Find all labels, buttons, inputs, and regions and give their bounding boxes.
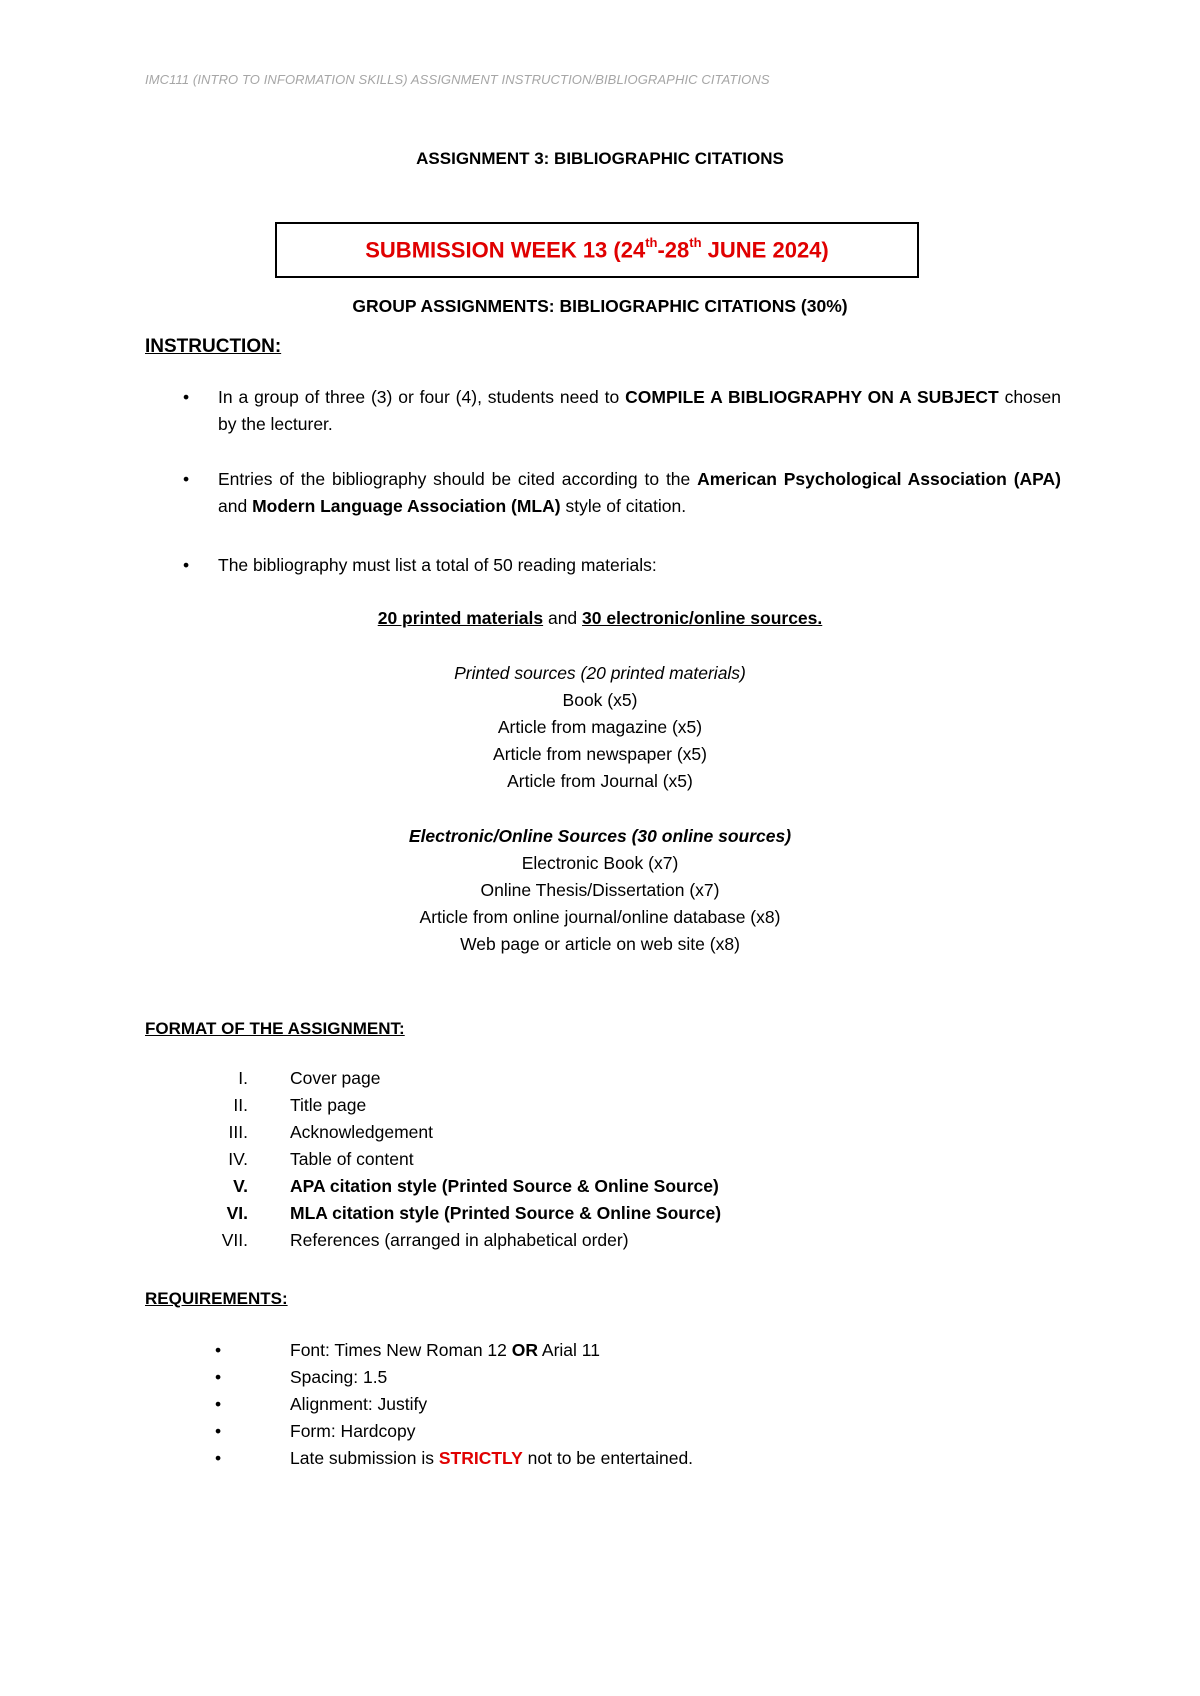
bullet-icon: •	[215, 1367, 222, 1387]
online-source-item: Online Thesis/Dissertation (x7)	[480, 880, 720, 900]
printed-sources-heading: Printed sources (20 printed materials)	[454, 663, 746, 683]
format-item: V. APA citation style (Printed Source & Online Source)	[233, 1176, 719, 1196]
submission-box	[275, 222, 919, 278]
bullet-icon: •	[215, 1394, 222, 1414]
online-source-item: Web page or article on web site (x8)	[460, 934, 740, 954]
printed-source-item: Book (x5)	[562, 690, 638, 710]
format-item: III. Acknowledgement	[228, 1122, 433, 1142]
bullet-text: Entries of the bibliography should be cited according to the American Psychological Association (APA) and Modern Language Association (MLA) style of citation.	[218, 469, 1061, 516]
printed-source-item: Article from newspaper (x5)	[493, 744, 707, 764]
online-source-item: Electronic Book (x7)	[521, 853, 679, 873]
printed-source-item: Article from magazine (x5)	[497, 717, 703, 737]
instruction-heading: INSTRUCTION:	[145, 336, 282, 357]
online-sources-heading: Electronic/Online Sources (30 online sources)	[408, 826, 792, 846]
format-item: IV. Table of content	[228, 1149, 414, 1169]
document-page: IMC111 (INTRO TO INFORMATION SKILLS) ASSIGNMENT INSTRUCTION/BIBLIOGRAPHIC CITATIONS ASSIGNMENT 3: BIBLIOGRAPHIC CITATIONS SUBMISSION WEEK 13 (24th-28th JUNE 2024) GROUP ASSIGNMENTS: BIBLIOGRAPHIC CITATIONS (30%) INSTRUCTION: • In a group of three (3) or four (4), students need to COMPILE A BIBLIOGRAPHY ON A SUBJECT chosen by the lecturer. • Entries of the bibliography should be cited according to the American Psychological Association (APA) and Modern Language Association (MLA) style of citation. • The bibliography must list a total of 50 reading materials: 20 printed materials and 30 electronic/online sources. Printed sources (20 printed materials) Book (x5) Article from magazine (x5) Article from newspaper (x5) Article from Journal (x5) Electronic/Online Sources (30 online sources) Electronic Book (x7) Online Thesis/Dissertation (x7) Article from online journal/online database (x8) Web page or article on web site (x8) FORMAT OF THE ASSIGNMENT: I. Cover page II. Title page III. Acknowledgement IV. Table of content V. APA citation style (Printed Source & Online Source) VI. MLA citation style (Printed Source & Online Source) VII. References (arranged in alphabetical order) REQUIREMENTS: • Font: Times New Roman 12 OR Arial 11 • Spacing: 1.5 • Alignment: Justify • Form: Hardcopy • Late submission is STRICTLY not to be entertained.	[0, 0, 1200, 1696]
page-header: IMC111 (INTRO TO INFORMATION SKILLS) ASSIGNMENT INSTRUCTION/BIBLIOGRAPHIC CITATIONS	[145, 72, 770, 87]
bullet-icon: •	[183, 555, 190, 575]
materials-total: 20 printed materials and 30 electronic/online sources.	[377, 608, 823, 628]
bullet-icon: •	[183, 469, 190, 489]
bullet-icon: •	[183, 387, 190, 407]
assignment-title: ASSIGNMENT 3: BIBLIOGRAPHIC CITATIONS	[416, 149, 784, 168]
group-assignment-heading: GROUP ASSIGNMENTS: BIBLIOGRAPHIC CITATIONS (30%)	[352, 296, 848, 316]
requirements-heading: REQUIREMENTS:	[145, 1289, 288, 1308]
bullet-icon: •	[215, 1448, 222, 1468]
submission-text: SUBMISSION WEEK 13 (24th-28th JUNE 2024)	[365, 234, 829, 263]
bullet-icon: •	[215, 1421, 222, 1441]
format-item: VII. References (arranged in alphabetical order)	[221, 1230, 629, 1250]
online-source-item: Article from online journal/online database (x8)	[419, 907, 781, 927]
format-heading: FORMAT OF THE ASSIGNMENT:	[145, 1019, 405, 1038]
printed-source-item: Article from Journal (x5)	[507, 771, 693, 791]
bullet-icon: •	[215, 1340, 222, 1360]
format-item: II. Title page	[233, 1095, 367, 1115]
bullet-text: In a group of three (3) or four (4), students need to COMPILE A BIBLIOGRAPHY ON A SUBJECT chosen by the lecturer.	[218, 387, 1062, 434]
bullet-text: The bibliography must list a total of 50 reading materials:	[218, 555, 657, 575]
format-item: I. Cover page	[238, 1068, 381, 1088]
format-item: VI. MLA citation style (Printed Source & Online Source)	[226, 1203, 722, 1223]
